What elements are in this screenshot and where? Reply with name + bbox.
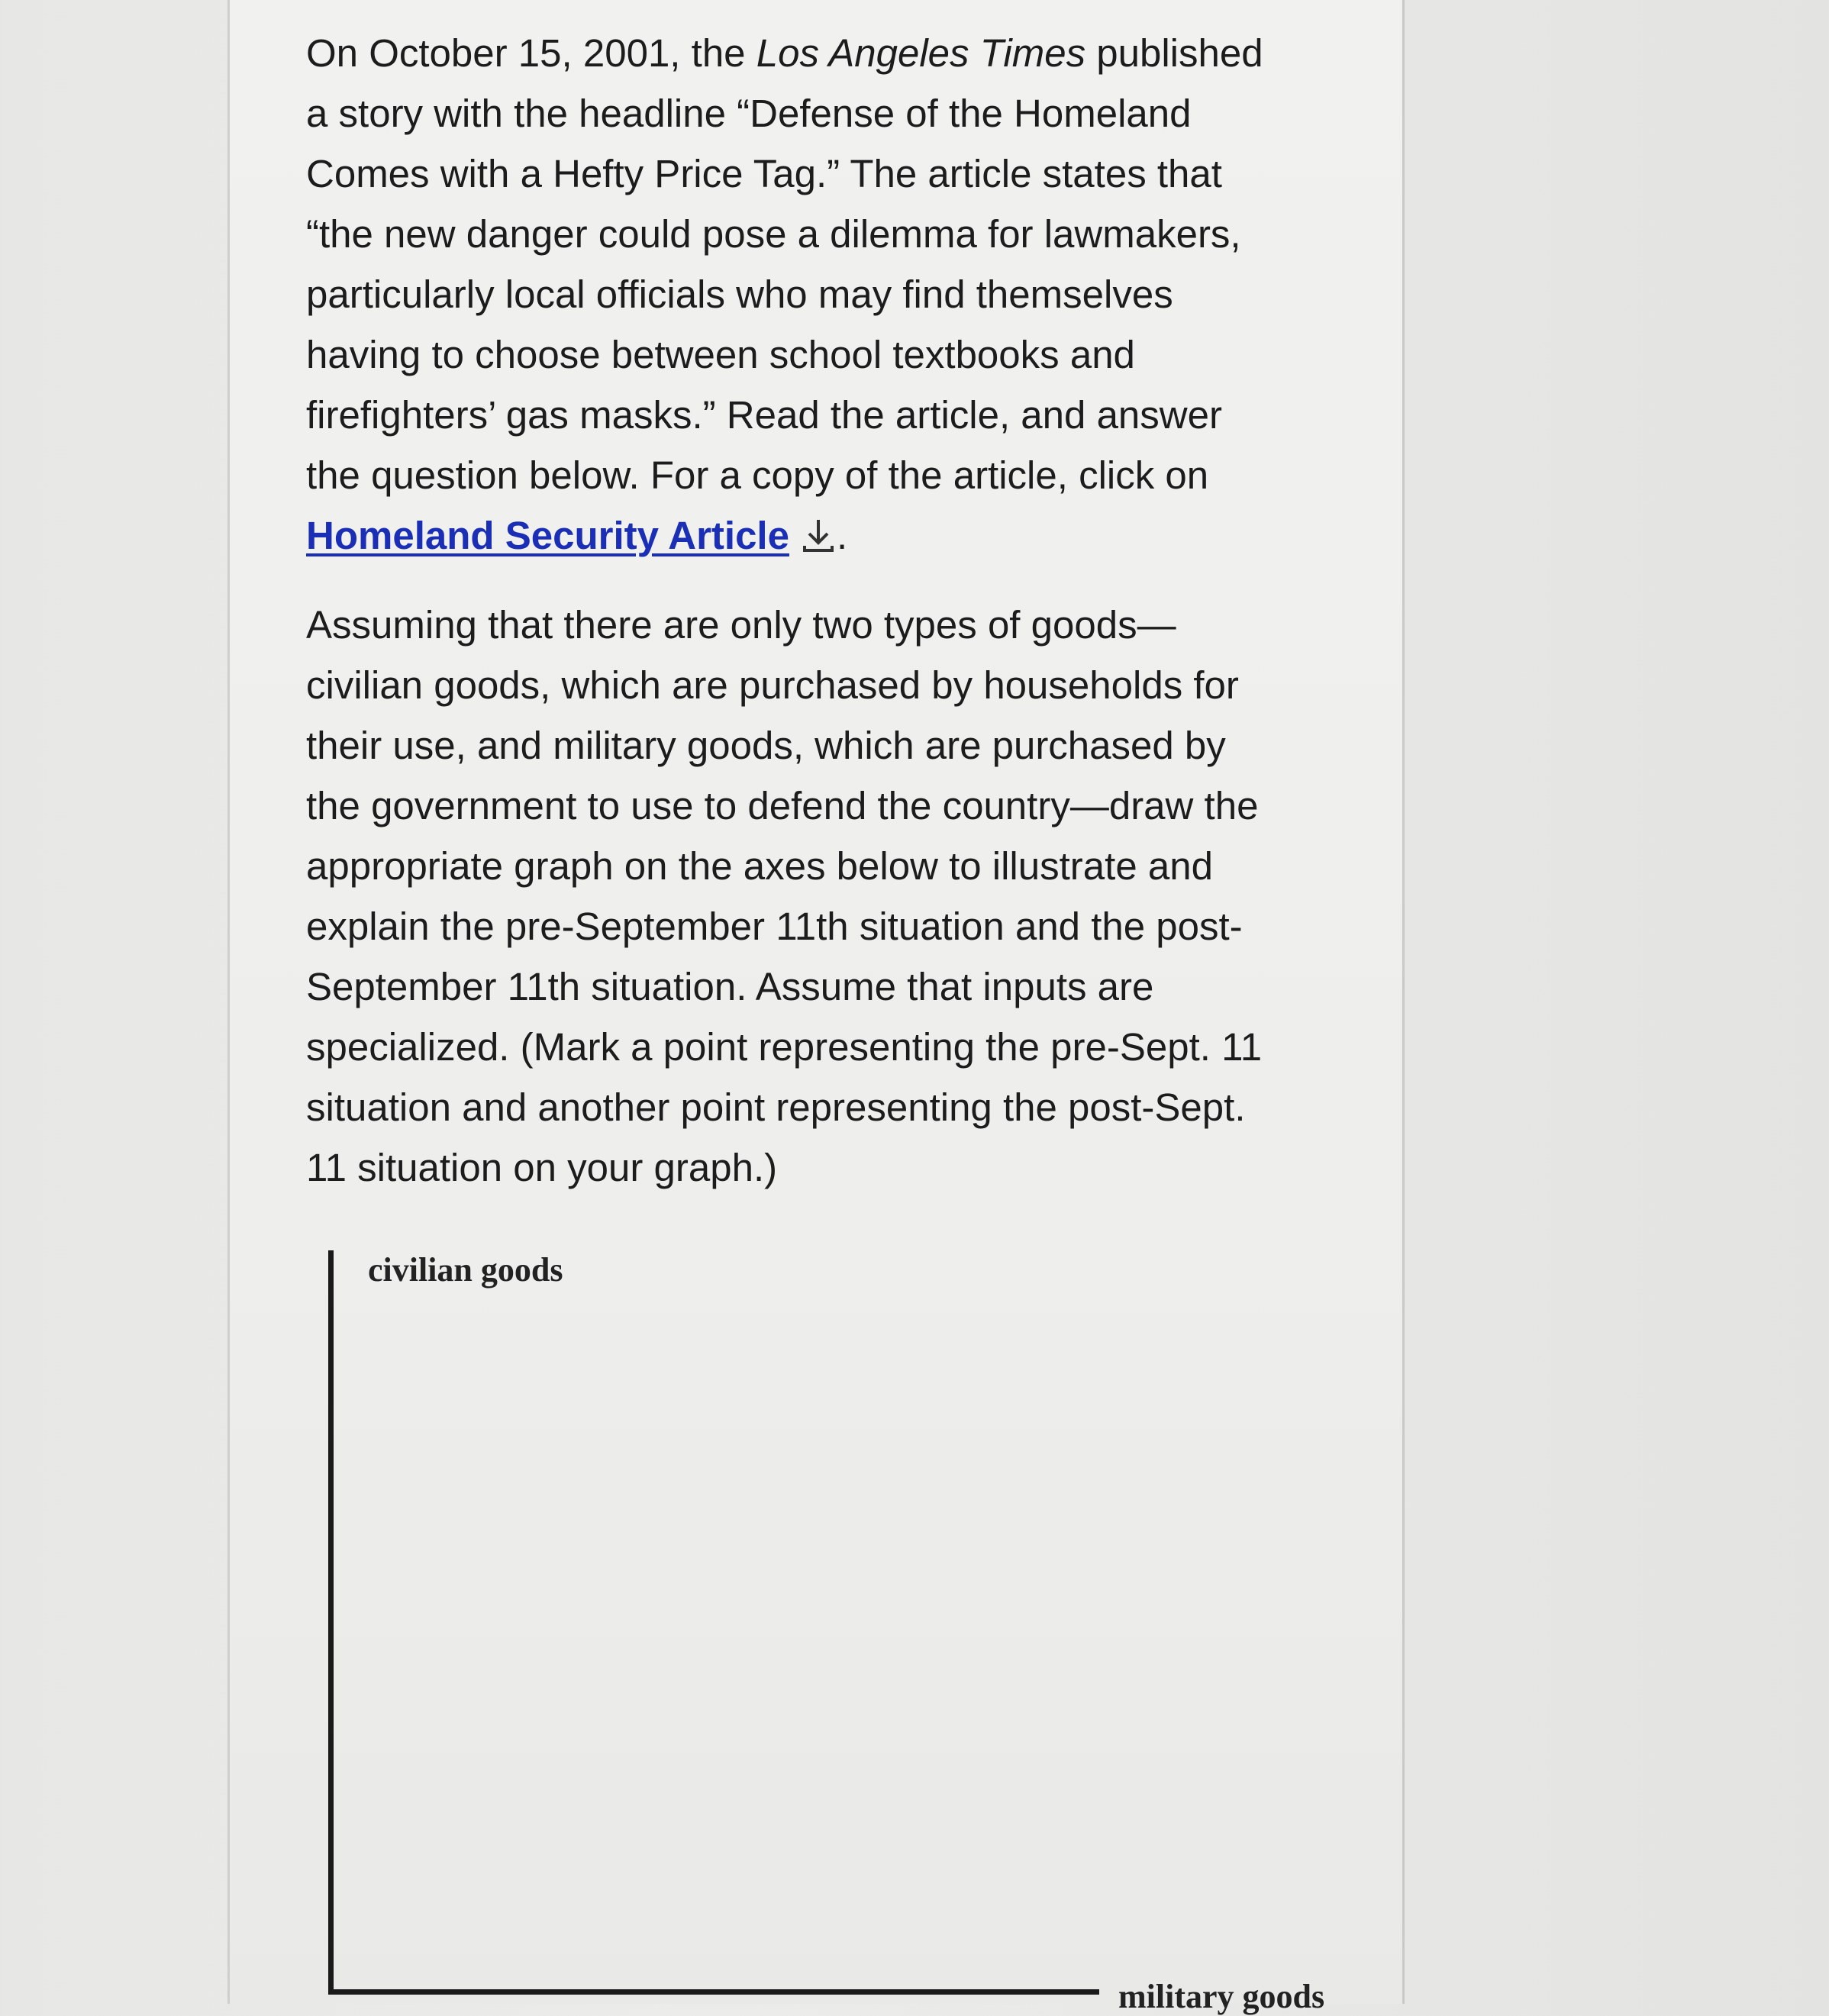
x-axis-line: [328, 1989, 1099, 1995]
question-paragraph: [306, 595, 1375, 1198]
question-line: September 11th situation. Assume that inputs are: [306, 965, 1154, 1008]
y-axis-line: [328, 1250, 334, 1995]
question-line: appropriate graph on the axes below to illustrate and: [306, 844, 1213, 888]
intro-line: Comes with a Hefty Price Tag.” The article states that: [306, 152, 1222, 195]
graph-axes[interactable]: [328, 1250, 1351, 2015]
x-axis-label: military goods: [1118, 1978, 1325, 2015]
link-trailing-period: .: [836, 514, 848, 557]
homeland-security-article-link[interactable]: Homeland Security Article: [306, 514, 789, 557]
intro-line: On October 15, 2001, the Los Angeles Times published: [306, 31, 1263, 75]
y-axis-label: civilian goods: [368, 1251, 563, 1289]
question-line: explain the pre-September 11th situation and the post-: [306, 905, 1243, 948]
question-content: [306, 23, 1375, 1198]
intro-line: firefighters’ gas masks.” Read the article, and answer: [306, 393, 1222, 437]
question-line: their use, and military goods, which are purchased by: [306, 724, 1226, 767]
link-line: [306, 505, 1375, 566]
question-line: specialized. (Mark a point representing the pre-Sept. 11: [306, 1025, 1263, 1069]
intro-line: “the new danger could pose a dilemma for lawmakers,: [306, 212, 1241, 256]
question-line: civilian goods, which are purchased by households for: [306, 663, 1239, 707]
question-line: 11 situation on your graph.): [306, 1146, 778, 1189]
intro-line: a story with the headline “Defense of the Homeland: [306, 92, 1192, 135]
download-icon[interactable]: [800, 511, 837, 551]
question-line: Assuming that there are only two types of goods—: [306, 603, 1176, 647]
question-line: the government to use to defend the country—draw the: [306, 784, 1259, 827]
intro-line: particularly local officials who may find themselves: [306, 273, 1173, 316]
intro-line: the question below. For a copy of the article, click on: [306, 453, 1209, 497]
intro-paragraph: [306, 23, 1375, 566]
question-line: situation and another point representing the post-Sept.: [306, 1085, 1246, 1129]
intro-line: having to choose between school textbooks and: [306, 333, 1135, 376]
newspaper-title: Los Angeles Times: [756, 31, 1086, 75]
